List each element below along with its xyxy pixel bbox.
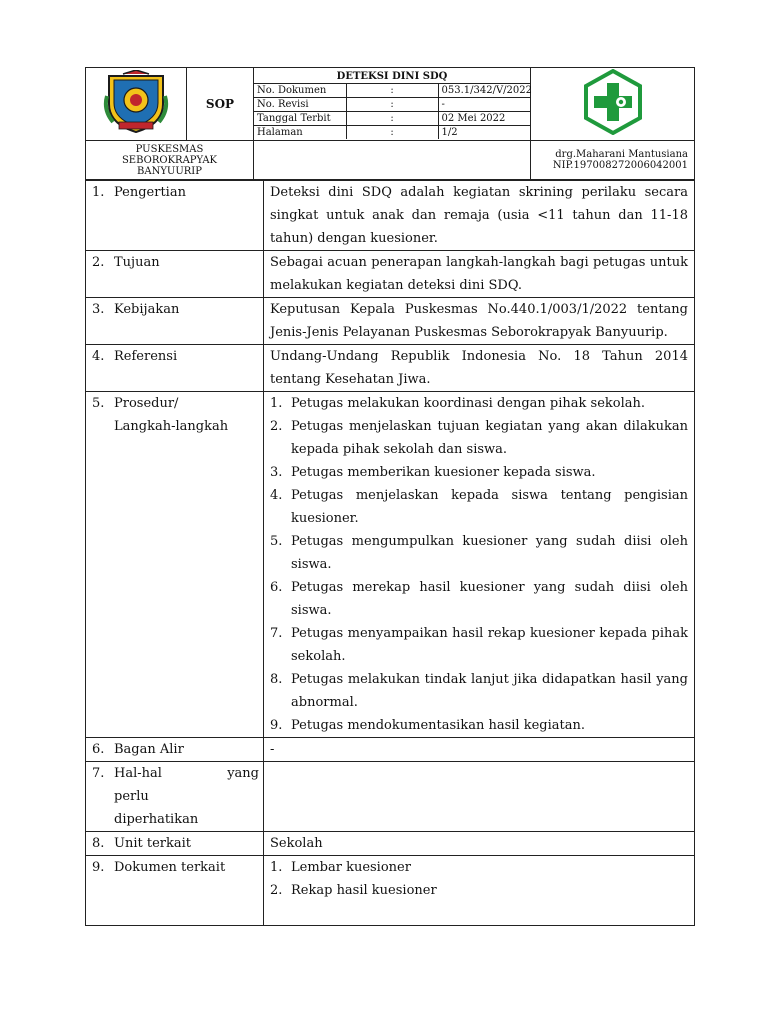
section-label: 3. Kebijakan [86, 298, 264, 345]
notes-text [264, 762, 695, 832]
section-row [86, 345, 695, 392]
meta-row: Halaman : 1/2 [254, 125, 530, 139]
right-logo-cell [531, 68, 695, 141]
document-number: 053.1/342/V/2022 [438, 83, 530, 97]
section-label: 6. Bagan Alir [86, 738, 264, 762]
meta-row: No. Dokumen : 053.1/342/V/2022 [254, 83, 530, 97]
list-item: 2. Rekap hasil kuesioner [270, 883, 437, 898]
header-blank-cell [254, 141, 531, 180]
list-item: 4. Petugas menjelaskan kepada siswa tentang pengisian kuesioner. [270, 488, 688, 526]
related-unit-text: Sekolah [264, 832, 695, 856]
section-label: 4. Referensi [86, 345, 264, 392]
issue-date: 02 Mei 2022 [438, 111, 530, 125]
procedure-steps [264, 392, 695, 738]
regency-crest-logo [101, 70, 171, 134]
organization-name: PUSKESMAS SEBOROKRAPYAK BANYUURIP [86, 141, 254, 180]
section-row [86, 298, 695, 345]
revision-number: - [438, 97, 530, 111]
document-header [85, 67, 695, 180]
signer-nip: NIP.197008272006042001 [552, 160, 688, 171]
document-title: DETEKSI DINI SDQ [254, 70, 530, 84]
sop-label: SOP [187, 68, 254, 141]
list-item: 3. Petugas memberikan kuesioner kepada siswa. [270, 465, 596, 480]
list-item: 1. Petugas melakukan koordinasi dengan pihak sekolah. [270, 396, 646, 411]
list-item: 5. Petugas mengumpulkan kuesioner yang sudah diisi oleh siswa. [270, 534, 688, 572]
sop-content-table [85, 180, 695, 926]
section-label: 1. Pengertian [86, 181, 264, 251]
left-logo-cell [86, 68, 187, 141]
section-label: 2. Tujuan [86, 251, 264, 298]
list-item: 6. Petugas merekap hasil kuesioner yang sudah diisi oleh siswa. [270, 580, 688, 618]
meta-row: No. Revisi : - [254, 97, 530, 111]
section-row [86, 392, 695, 738]
section-label: 5. Prosedur/ Langkah-langkah [86, 392, 264, 738]
meta-row: Tanggal Terbit : 02 Mei 2022 [254, 111, 530, 125]
section-row [86, 251, 695, 298]
list-item: 8. Petugas melakukan tindak lanjut jika didapatkan hasil yang abnormal. [270, 672, 688, 710]
section-row [86, 832, 695, 856]
policy-text: Keputusan Kepala Puskesmas No.440.1/003/1/2022 tentang Jenis-Jenis Pelayanan Puskesmas Seborokrapyak Banyuurip. [264, 298, 695, 345]
section-label: 7. Hal-hal yang perlu diperhatikan [86, 762, 264, 832]
signer-block [531, 141, 695, 180]
section-row [86, 856, 695, 926]
signer-name: drg.Maharani Mantusiana [555, 149, 688, 160]
puskesmas-cross-logo [580, 69, 646, 135]
list-item: 9. Petugas mendokumentasikan hasil kegiatan. [270, 718, 585, 733]
related-documents [264, 856, 695, 926]
definition-text: Deteksi dini SDQ adalah kegiatan skrining perilaku secara singkat untuk anak dan remaja (usia <11 tahun dan 11-18 tahun) dengan kuesioner. [264, 181, 695, 251]
purpose-text: Sebagai acuan penerapan langkah-langkah bagi petugas untuk melakukan kegiatan deteksi dini SDQ. [264, 251, 695, 298]
sop-document [85, 67, 695, 926]
reference-text: Undang-Undang Republik Indonesia No. 18 Tahun 2014 tentang Kesehatan Jiwa. [264, 345, 695, 392]
section-label: 9. Dokumen terkait [86, 856, 264, 926]
section-row [86, 738, 695, 762]
list-item: 1. Lembar kuesioner [270, 860, 411, 875]
section-label: 8. Unit terkait [86, 832, 264, 856]
section-row [86, 762, 695, 832]
page-number: 1/2 [441, 126, 458, 138]
list-item: 7. Petugas menyampaikan hasil rekap kuesioner kepada pihak sekolah. [270, 626, 688, 664]
section-row [86, 181, 695, 251]
list-item: 2. Petugas menjelaskan tujuan kegiatan yang akan dilakukan kepada pihak sekolah dan siswa. [270, 419, 688, 457]
flowchart-text: - [264, 738, 695, 762]
document-meta [254, 68, 531, 141]
